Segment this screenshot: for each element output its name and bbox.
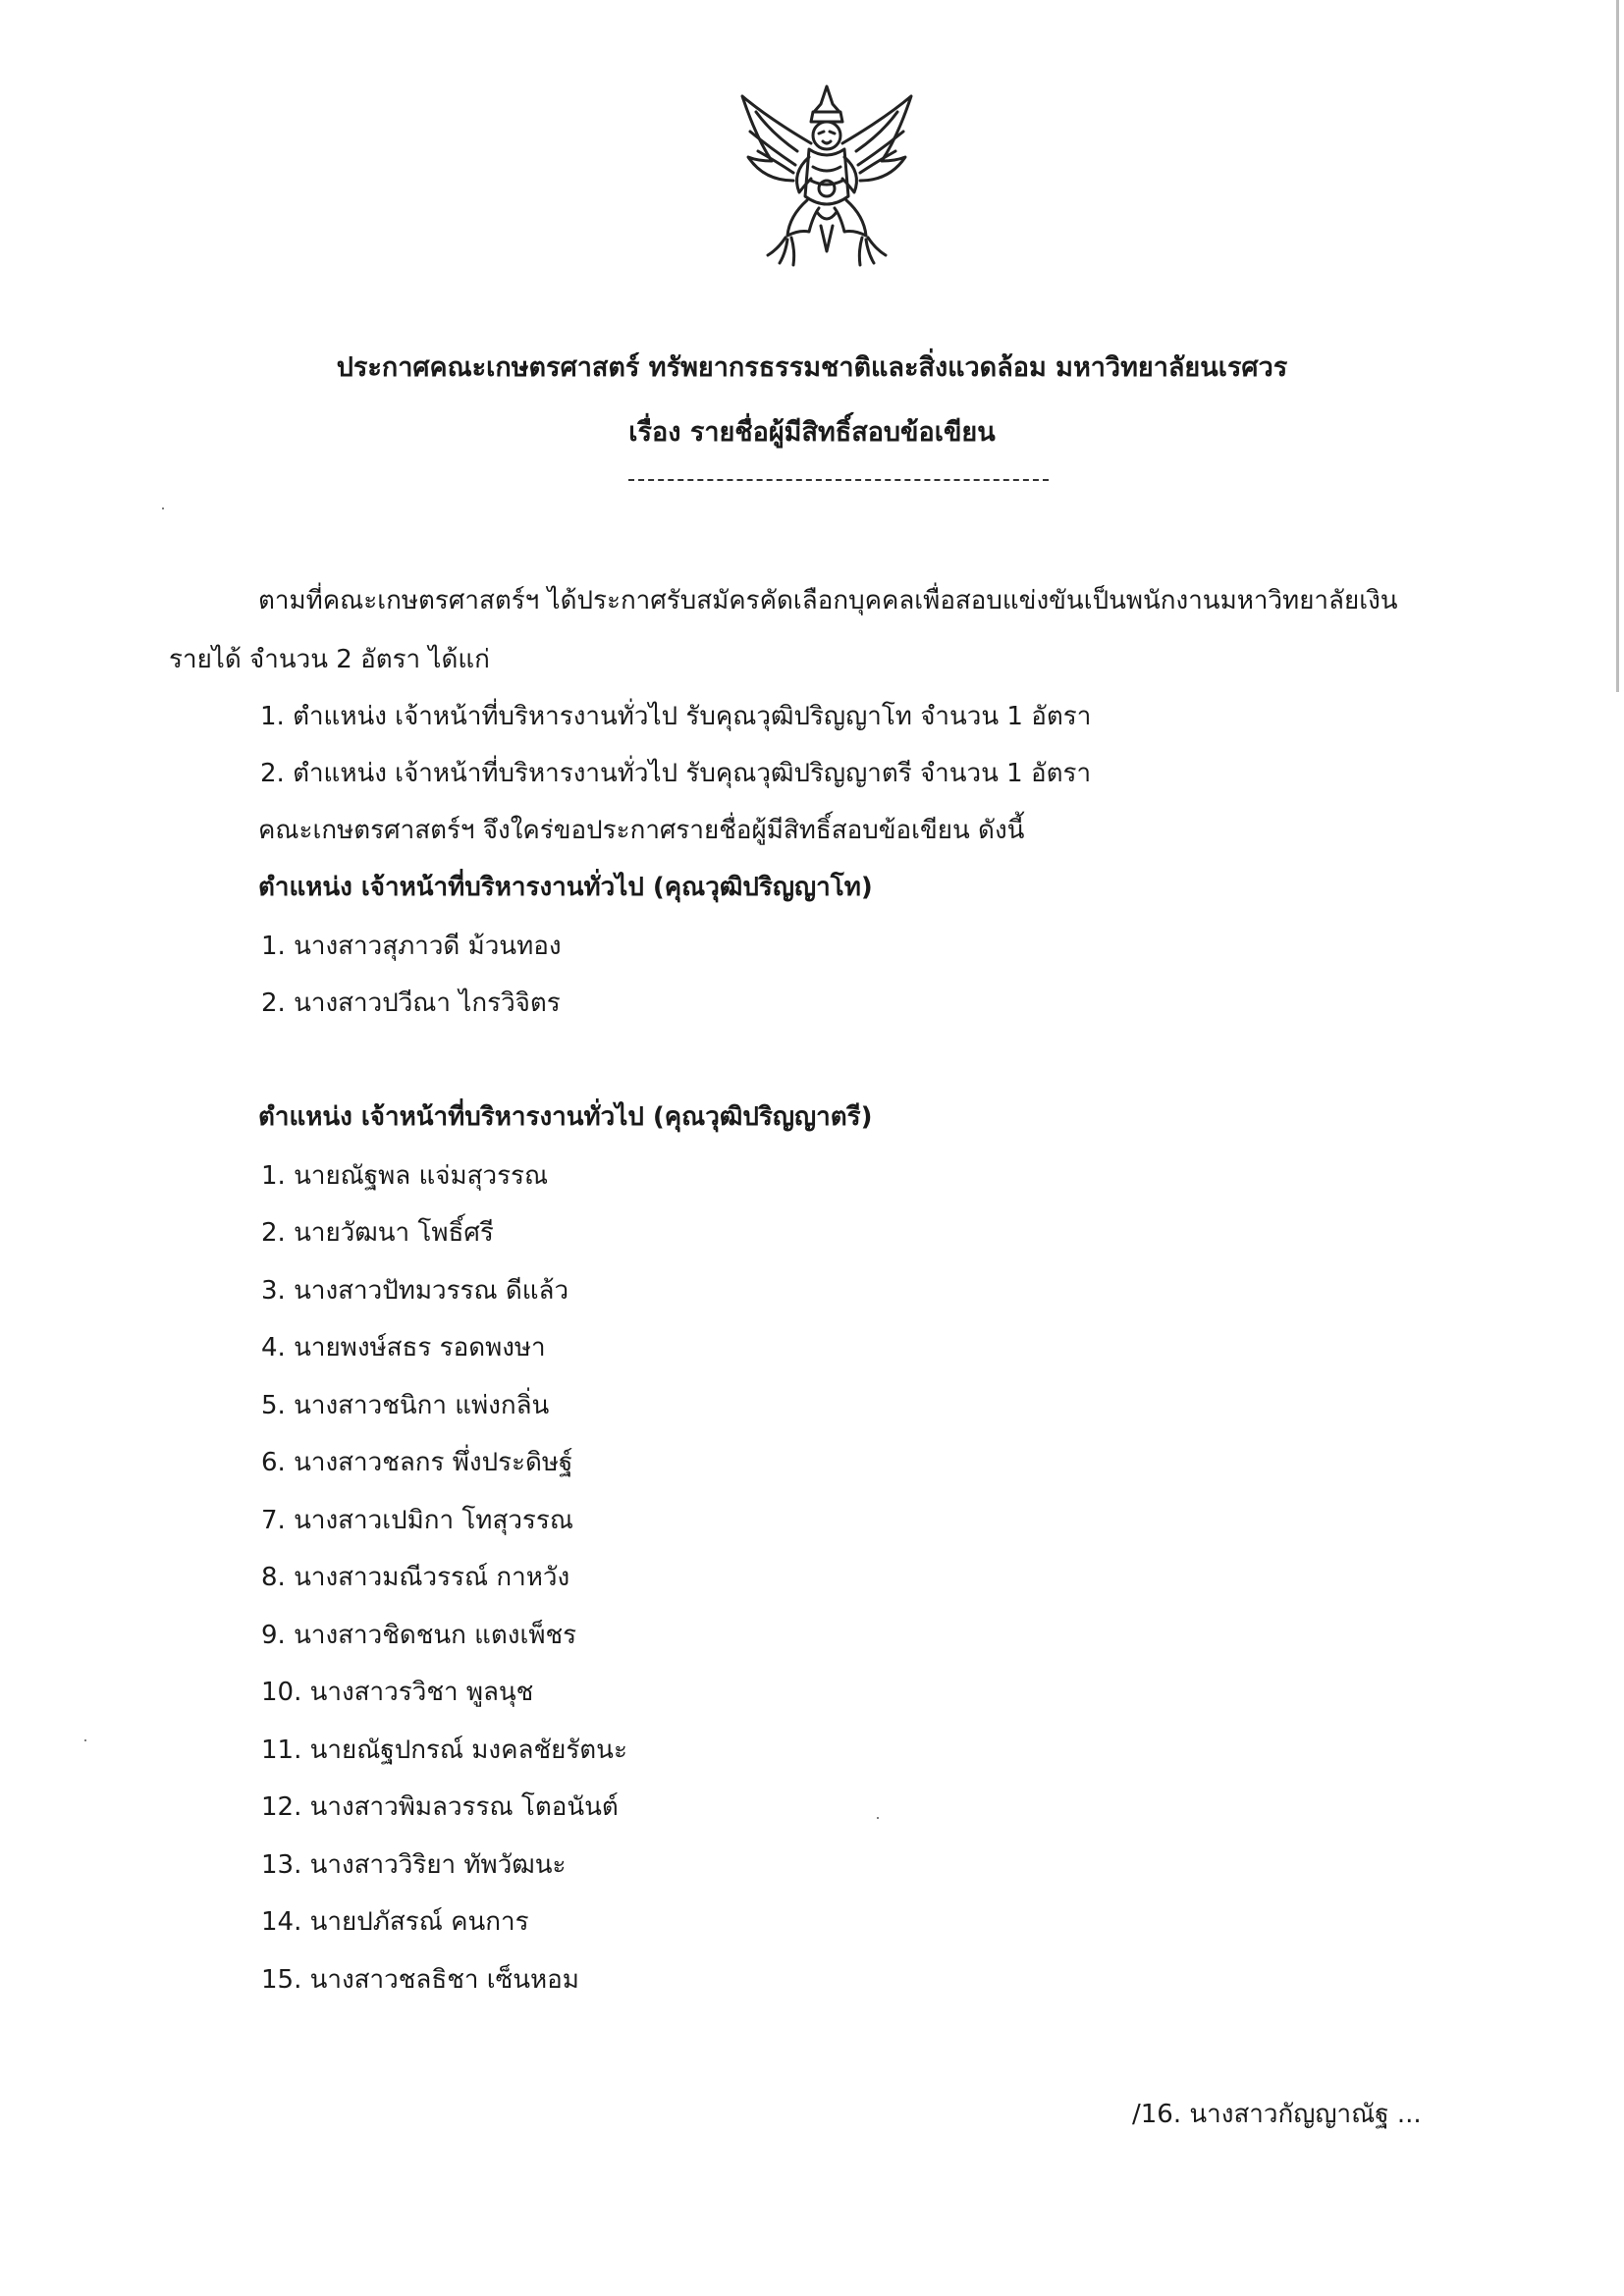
candidate-list-item: 15. นางสาวชลธิชา เซ็นหอม	[261, 1965, 579, 1995]
garuda-emblem-icon	[729, 79, 925, 275]
scan-edge-shadow	[1616, 0, 1619, 692]
candidate-list-item: 2. นางสาวปวีณา ไกรวิจิตร	[261, 988, 561, 1018]
section-heading-bachelor: ตำแหน่ง เจ้าหน้าที่บริหารงานทั่วไป (คุณวุฒิปริญญาตรี)	[258, 1102, 873, 1132]
section-heading-masters: ตำแหน่ง เจ้าหน้าที่บริหารงานทั่วไป (คุณวุฒิปริญญาโท)	[258, 873, 873, 902]
candidate-list-item: 6. นางสาวชลกร พึ่งประดิษฐ์	[261, 1448, 573, 1477]
candidate-list-item: 1. นายณัฐพล แจ่มสุวรรณ	[261, 1161, 549, 1191]
intro-line-1: ตามที่คณะเกษตรศาสตร์ฯ ได้ประกาศรับสมัครคัดเลือกบุคคลเพื่อสอบแข่งขันเป็นพนักงานมหาวิทยาลัยเงิน	[258, 586, 1398, 615]
candidate-list-item: 10. นางสาวรวิชา พูลนุช	[261, 1678, 534, 1707]
candidate-list-item: 1. นางสาวสุภาวดี ม้วนทอง	[261, 932, 562, 961]
candidate-list-item: 4. นายพงษ์สธร รอดพงษา	[261, 1333, 546, 1362]
title-divider	[628, 479, 1049, 481]
candidate-list-item: 12. นางสาวพิมลวรรณ โตอนันต์	[261, 1792, 619, 1822]
continuation-marker: /16. นางสาวกัญญาณัฐ ...	[1132, 2100, 1422, 2129]
candidate-list-item: 11. นายณัฐปกรณ์ มงคลชัยรัตนะ	[261, 1735, 627, 1765]
scan-speck	[84, 1739, 86, 1741]
announcement-subject: เรื่อง รายชื่อผู้มีสิทธิ์สอบข้อเขียน	[628, 417, 996, 448]
candidate-list-item: 5. นางสาวชนิกา แพ่งกลิ่น	[261, 1391, 550, 1420]
candidate-list-item: 3. นางสาวปัทมวรรณ ดีแล้ว	[261, 1276, 569, 1306]
announcement-title: ประกาศคณะเกษตรศาสตร์ ทรัพยากรธรรมชาติและสิ่งแวดล้อม มหาวิทยาลัยนเรศวร	[336, 352, 1288, 383]
scan-speck	[877, 1817, 879, 1819]
intro-line-2: รายได้ จำนวน 2 อัตรา ได้แก่	[169, 645, 490, 674]
candidate-list-item: 9. นางสาวชิดชนก แตงเพ็ชร	[261, 1621, 577, 1650]
intro-closing: คณะเกษตรศาสตร์ฯ จึงใคร่ขอประกาศรายชื่อผู้มีสิทธิ์สอบข้อเขียน ดังนี้	[258, 816, 1025, 845]
candidate-list-item: 13. นางสาววิริยา ทัพวัฒนะ	[261, 1850, 567, 1880]
candidate-list-item: 7. นางสาวเปมิกา โทสุวรรณ	[261, 1506, 573, 1535]
position-item: 2. ตำแหน่ง เจ้าหน้าที่บริหารงานทั่วไป รับคุณวุฒิปริญญาตรี จำนวน 1 อัตรา	[260, 759, 1092, 788]
position-item: 1. ตำแหน่ง เจ้าหน้าที่บริหารงานทั่วไป รับคุณวุฒิปริญญาโท จำนวน 1 อัตรา	[260, 702, 1092, 731]
scan-speck	[162, 507, 164, 509]
candidate-list-item: 2. นายวัฒนา โพธิ์ศรี	[261, 1218, 494, 1248]
candidate-list-item: 14. นายปภัสรณ์ คนการ	[261, 1907, 529, 1937]
candidate-list-item: 8. นางสาวมณีวรรณ์ กาหวัง	[261, 1563, 570, 1592]
